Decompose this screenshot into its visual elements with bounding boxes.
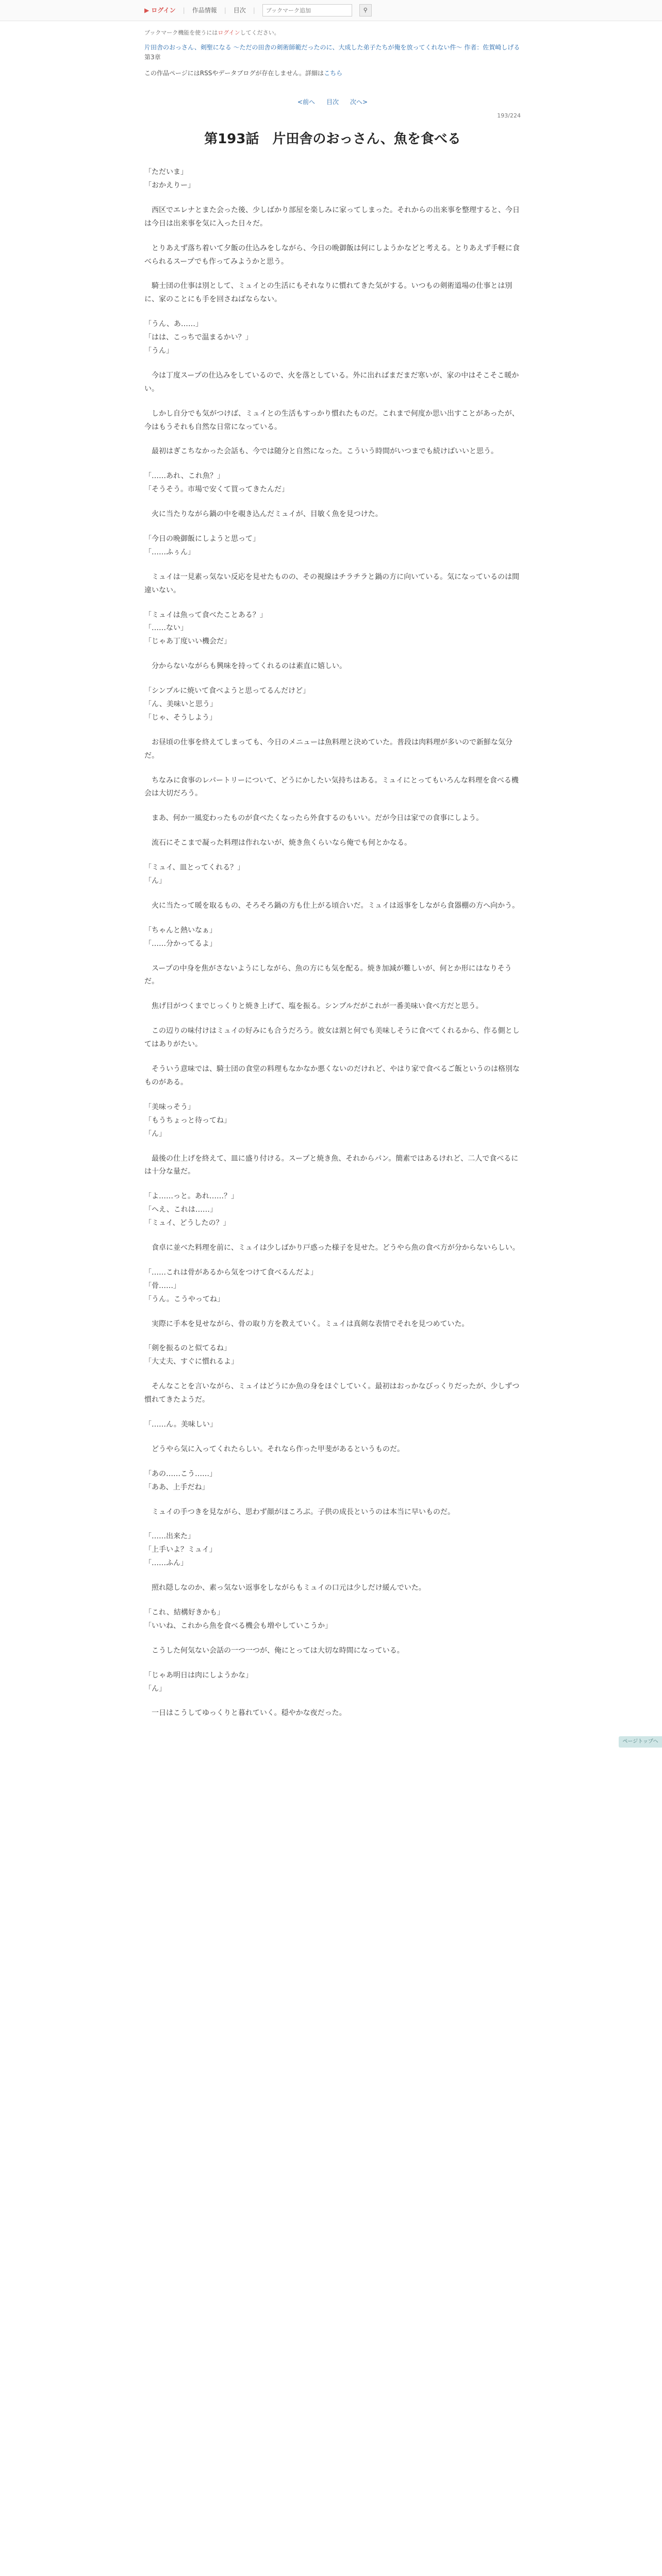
novel-paragraph: 実際に手本を見せながら、骨の取り方を教えていく。ミュイは真剣な表情でそれを見つめていた。: [144, 1319, 469, 1328]
divider: |: [253, 6, 255, 14]
login-label: ログイン: [151, 6, 176, 14]
notice-text-end: してください。: [240, 29, 280, 36]
nav-link-toc[interactable]: 目次: [233, 6, 246, 14]
top-navigation-bar: [0, 0, 662, 21]
page-top-button[interactable]: ページトップへ: [619, 1736, 662, 1748]
novel-paragraph: ミュイは一見素っ気ない反応を見せたものの、その視線はチラチラと鍋の方に向いている。気になっているのは間違いない。: [144, 572, 520, 595]
novel-paragraph: 食卓に並べた料理を前に、ミュイは少しばかり戸惑った様子を見せた。どうやら魚の食べ方が分からないらしい。: [144, 1243, 520, 1252]
novel-paragraph: 「これ、結構好きかも」 「いいね、これから魚を食べる機会も増やしていこうか」: [144, 1608, 332, 1630]
divider: |: [224, 6, 226, 14]
search-icon[interactable]: ⚲: [359, 4, 372, 16]
novel-info: [144, 67, 521, 79]
novel-paragraph: ミュイの手つきを見ながら、思わず顔がほころぶ。子供の成長というのは本当に早いものだ。: [144, 1507, 455, 1516]
novel-paragraph: この辺りの味付けはミュイの好みにも合うだろう。彼女は割と何でも美味しそうに食べてくれるから、作る側としてはありがたい。: [144, 1027, 520, 1049]
main-content: [144, 28, 521, 1720]
divider: |: [183, 6, 185, 14]
novel-paragraph: 「ミュイは魚って食べたことある？」 「……ない」 「じゃあ丁度いい機会だ」: [144, 611, 267, 646]
novel-paragraph: 西区でエレナとまた会った後、少しばかり部屋を楽しみに家ってしまった。それからの出来事を整理すると、今日は今日は出来事を気に入った日々だ。: [144, 206, 520, 228]
login-link[interactable]: [144, 5, 176, 16]
novel-paragraph: 「うん、あ……」 「はは、こっちで温まるかい？」 「うん」: [144, 320, 253, 355]
novel-paragraph: 「ミュイ、皿とってくれる？」 「ん」: [144, 863, 245, 886]
novel-paragraph: しかし自分でも気がつけば、ミュイとの生活もすっかり慣れたものだ。これまで何度か思い出すことがあったが、今はもうそれも自然な日常になっている。: [144, 409, 519, 431]
novel-paragraph: 焦げ目がつくまでじっくりと焼き上げて、塩を振る。シンプルだがこれが一番美味い食べ方だと思う。: [144, 1002, 483, 1011]
novel-paragraph: 「じゃあ明日は肉にしようかな」 「ん」: [144, 1671, 253, 1693]
novel-paragraph: 「剣を振るのと似てるね」 「大丈夫、すぐに慣れるよ」: [144, 1344, 238, 1366]
novel-paragraph: 一日はこうしてゆっくりと暮れていく。穏やかな夜だった。: [144, 1709, 346, 1718]
novel-paragraph: スープの中身を焦がさないようにしながら、魚の方にも気を配る。焼き加減が難しいが、何とか形にはなりそうだ。: [144, 964, 512, 986]
novel-paragraph: 「ちゃんと熱いなぁ」 「……分かってるよ」: [144, 926, 217, 948]
next-link[interactable]: 次へ>: [350, 98, 368, 106]
bookmark-input[interactable]: [262, 4, 352, 16]
novel-paragraph: 流石にそこまで凝った料理は作れないが、焼き魚くらいなら俺でも何とかなる。: [144, 839, 411, 848]
notice-text: ブックマーク機能を使うには: [144, 29, 218, 36]
novel-paragraph: 「よ……っと。あれ……？」 「へえ、これは……」 「ミュイ、どうしたの？」: [144, 1192, 238, 1228]
novel-paragraph: 「ただいま」 「おかえりー」: [144, 168, 195, 190]
novel-paragraph: 「あの……こう……」 「ああ、上手だね」: [144, 1469, 217, 1492]
novel-info-link[interactable]: こちら: [324, 69, 343, 77]
login-icon: ▶: [144, 6, 150, 14]
novel-paragraph: 「……ん。美味しい」: [144, 1420, 217, 1429]
novel-paragraph: 最後の仕上げを終えて、皿に盛り付ける。スープと焼き魚、それからパン。簡素ではあるけれど、二人で食べるには十分な量だ。: [144, 1154, 519, 1176]
novel-paragraph: ちなみに食事のレパートリーについて、どうにかしたい気持ちはある。ミュイにとってもいろんな料理を食べる機会は大切だろう。: [144, 776, 519, 798]
novel-paragraph: 最初はぎこちなかった会話も、今では随分と自然になった。こういう時間がいつまでも続けばいいと思う。: [144, 447, 498, 456]
novel-paragraph: 照れ隠しなのか、素っ気ない返事をしながらもミュイの口元は少しだけ緩んでいた。: [144, 1584, 426, 1592]
novel-paragraph: 「シンプルに焼いて食べようと思ってるんだけど」 「ん、美味いと思う」 「じゃ、そうしよう」: [144, 687, 310, 722]
novel-paragraph: どうやら気に入ってくれたらしい。それなら作った甲斐があるというものだ。: [144, 1445, 404, 1453]
toc-link[interactable]: 目次: [326, 98, 339, 106]
novel-paragraph: 火に当たりながら鍋の中を覗き込んだミュイが、目敏く魚を見つけた。: [144, 510, 383, 519]
novel-paragraph: まあ、何か一風変わったものが食べたくなったら外食するのもいい。だが今日は家での食事にしよう。: [144, 814, 484, 823]
novel-paragraph: こうした何気ない会話の一つ一つが、俺にとっては大切な時間になっている。: [144, 1646, 404, 1655]
novel-paragraph: 「今日の晩御飯にしようと思って」 「……ふぅん」: [144, 535, 260, 556]
novel-paragraph: 「美味っそう」 「もうちょっと待ってね」 「ん」: [144, 1103, 231, 1138]
novel-info-text: この作品ページにはRSSやデータブログが存在しません。詳細は: [144, 69, 324, 77]
novel-paragraph: 「……これは骨があるから気をつけて食べるんだよ」 「骨……」 「うん。こうやってね」: [144, 1268, 318, 1303]
novel-body: [144, 166, 521, 1720]
chapter-number: 193/224: [497, 112, 521, 120]
chapter-section: 第3章: [144, 53, 161, 61]
novel-paragraph: 火に当たって暖を取るもの、そろそろ鍋の方も仕上がる頃合いだ。ミュイは返事をしながら食器棚の方へ向かう。: [144, 901, 520, 910]
series-title-link[interactable]: 片田舎のおっさん、剣聖になる ～ただの田舎の剣術師範だったのに、大成した弟子たちが俺を放ってくれない件～ 作者：佐賀崎しげる: [144, 43, 520, 51]
novel-paragraph: 「……あれ、これ魚？」 「そうそう。市場で安くて買ってきたんだ」: [144, 472, 289, 494]
nav-link-info[interactable]: 作品情報: [192, 6, 217, 14]
novel-paragraph: 分からないながらも興味を持ってくれるのは素直に嬉しい。: [144, 662, 346, 671]
novel-paragraph: 騎士団の仕事は別として、ミュイとの生活にもそれなりに慣れてきた気がする。いつもの剣術道場の仕事とは別に、家のことにも手を回さねばならない。: [144, 282, 512, 304]
pager-top: [144, 96, 521, 108]
novel-paragraph: そういう意味では、騎士団の食堂の料理もなかなか悪くないのだけれど、やはり家で食べるご飯というのは格別なものがある。: [144, 1065, 520, 1087]
prev-link[interactable]: <前へ: [297, 98, 315, 106]
novel-paragraph: そんなことを言いながら、ミュイはどうにか魚の身をほぐしていく。最初はおっかなびっくりだったが、少しずつ慣れてきたようだ。: [144, 1382, 520, 1404]
novel-paragraph: 今は丁度スープの仕込みをしているので、火を落としている。外に出ればまだまだ寒いが、家の中はそこそこ暖かい。: [144, 371, 519, 393]
novel-paragraph: とりあえず落ち着いて夕飯の仕込みをしながら、今日の晩御飯は何にしようかなどと考える。とりあえず手軽に食べられるスープでも作ってみようかと思う。: [144, 244, 520, 266]
novel-paragraph: 「……出来た」 「上手いよ？ミュイ」 「……ふん」: [144, 1532, 217, 1568]
login-notice: [144, 28, 521, 38]
chapter-title: 第193話 片田舎のおっさん、魚を食べる: [204, 131, 461, 147]
notice-login-link[interactable]: ログイン: [218, 29, 240, 36]
novel-paragraph: お昼頃の仕事を終えてしまっても、今日のメニューは魚料理と決めていた。普段は肉料理が多いので新鮮な気分だ。: [144, 738, 512, 760]
